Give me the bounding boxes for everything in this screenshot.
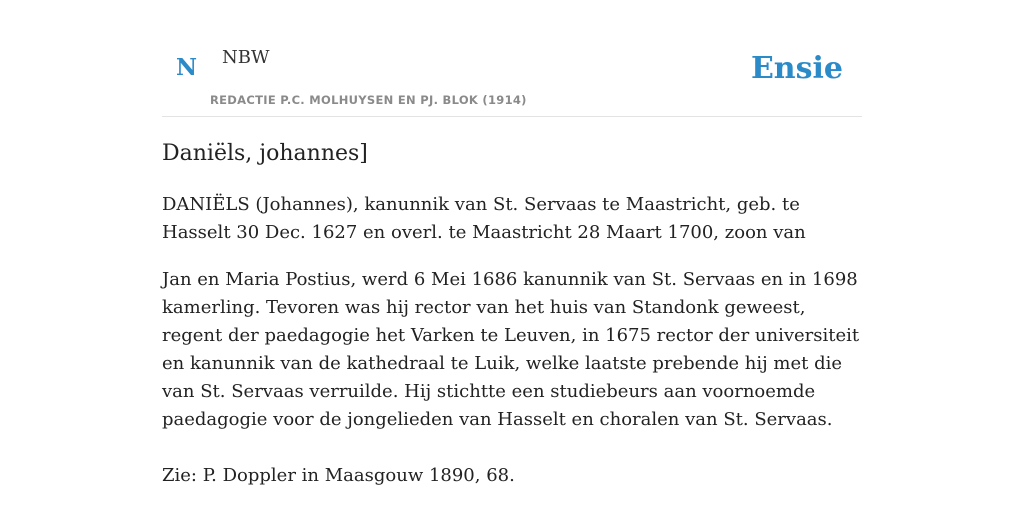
source-logo[interactable]: N bbox=[176, 54, 198, 81]
article bbox=[162, 138, 862, 490]
brand-logo[interactable]: Ensie bbox=[750, 51, 843, 86]
source-name[interactable]: NBW bbox=[222, 47, 270, 68]
source-subtitle: REDACTIE P.C. MOLHUYSEN EN PJ. BLOK (1914) bbox=[210, 93, 527, 107]
source-header bbox=[162, 0, 862, 117]
article-paragraph: Jan en Maria Postius, werd 6 Mei 1686 kanunnik van St. Servaas en in 1698 kamerling. Tevoren was hij rector van het huis van Standonk geweest, regent der paedagogie het Varken te Leuven, in 1675 rector der universiteit en kanunnik van de kathedraal te Luik, welke laatste prebende hij met die van St. Servaas verruilde. Hij stichtte een studiebeurs aan voornoemde paedagogie voor de jongelieden van Hasselt en choralen van St. Servaas. bbox=[162, 269, 860, 430]
article-reference: Zie: P. Doppler in Maasgouw 1890, 68. bbox=[162, 465, 515, 486]
article-title: Daniëls, johannes] bbox=[162, 141, 368, 166]
article-paragraph: DANIËLS (Johannes), kanunnik van St. Servaas te Maastricht, geb. te Hasselt 30 Dec. 1627 en overl. te Maastricht 28 Maart 1700, zoon van bbox=[162, 194, 806, 243]
